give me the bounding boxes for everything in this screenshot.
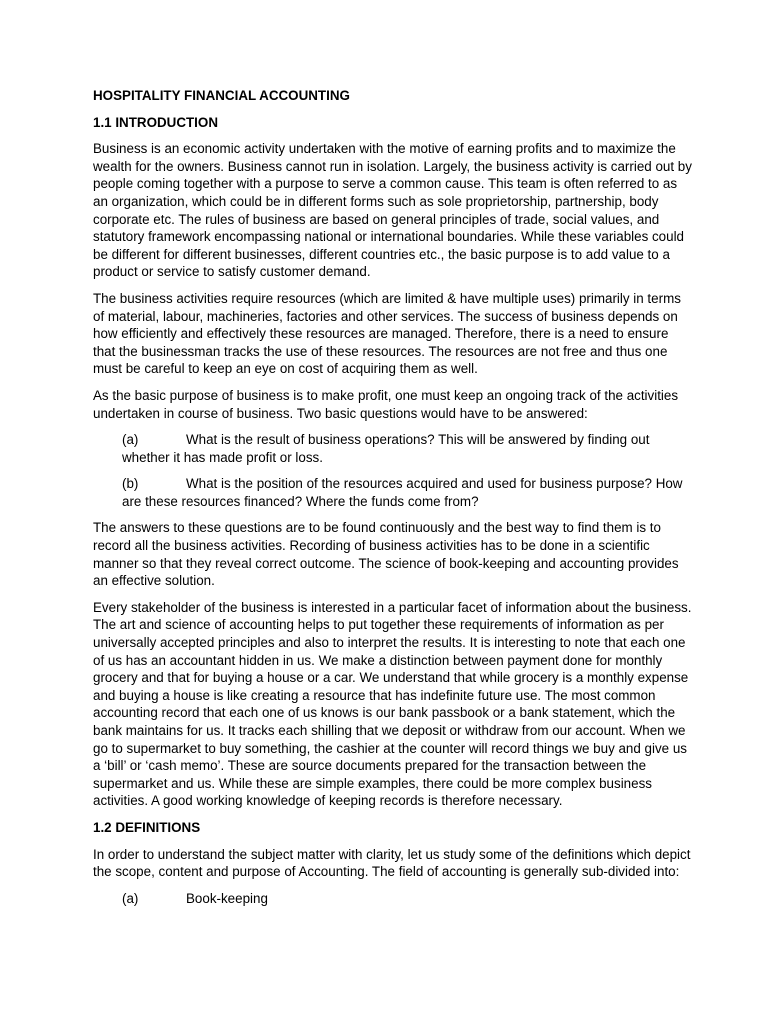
paragraph: Business is an economic activity undertaken with the motive of earning profits and to maximize the wealth for the owners. Business cannot run in isolation. Largely, the business activity is carried out by people coming together with a purpose to serve a common cause. This team is often referred to as an organization, which could be in different forms such as sole proprietorship, partnership, body corporate etc. The rules of business are based on general principles of trade, social values, and statutory framework encompassing national or international boundaries. While these variables could be different for different businesses, different countries etc., the basic purpose is to add value to a product or service to satisfy customer demand. (93, 141, 692, 280)
list-item (122, 890, 692, 908)
section-heading-introduction: 1.1 INTRODUCTION (93, 114, 218, 130)
question-marker: (a) (122, 432, 139, 448)
paragraph: As the basic purpose of business is to make profit, one must keep an ongoing track of the activities undertaken in course of business. Two basic questions would have to be answered: (93, 387, 679, 421)
question-item (122, 431, 692, 466)
list-text: Book-keeping (186, 890, 268, 906)
question-item (122, 475, 692, 510)
paragraph: The business activities require resources (which are limited & have multiple uses) primarily in terms of material, labour, machineries, factories and other services. The success of business depends on how efficiently and effectively these resources are managed. Therefore, there is a need to ensure that the businessman tracks the use of these resources. The resources are not free and thus one must be careful to keep an eye on cost of acquiring them as well. (93, 290, 681, 377)
list-marker: (a) (122, 890, 139, 906)
paragraph: Every stakeholder of the business is interested in a particular facet of information about the business. The art and science of accounting helps to put together these requirements of information as per universally accepted principles and also to interpret the results. It is interesting to note that each one of us has an accountant hidden in us. We make a distinction between payment done for monthly grocery and that for buying a house or a car. We understand that while grocery is a monthly expense and buying a house is like creating a resource that has indefinite future use. The most common accounting record that each one of us knows is our bank passbook or a bank statement, which the bank maintains for us. It tracks each shilling that we deposit or withdraw from our account. When we go to supermarket to buy something, the cashier at the counter will record things we buy and give us a ‘bill’ or ‘cash memo’. These are source documents prepared for the transaction between the supermarket and us. While these are simple examples, there could be more complex business activities. A good working knowledge of keeping records is therefore necessary. (93, 599, 692, 809)
section-heading-definitions: 1.2 DEFINITIONS (93, 819, 201, 835)
document-title: HOSPITALITY FINANCIAL ACCOUNTING (93, 88, 350, 103)
paragraph: The answers to these questions are to be found continuously and the best way to find them is to record all the business activities. Recording of business activities has to be done in a scientific manner so that they reveal correct outcome. The science of book-keeping and accounting provides an effective solution. (93, 520, 679, 589)
question-text: What is the position of the resources acquired and used for business purpose? How are these resources financed? Where the funds come from? (122, 476, 683, 509)
question-marker: (b) (122, 476, 139, 492)
question-text: What is the result of business operations? This will be answered by finding out whether it has made profit or loss. (122, 432, 650, 465)
paragraph: In order to understand the subject matter with clarity, let us study some of the definitions which depict the scope, content and purpose of Accounting. The field of accounting is generally sub-divided into: (93, 846, 691, 880)
